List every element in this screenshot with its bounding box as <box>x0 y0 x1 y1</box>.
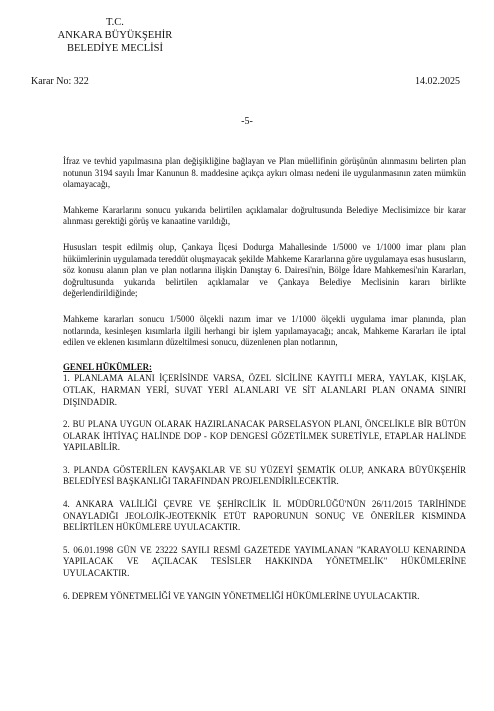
article-item: 4. ANKARA VALİLİĞİ ÇEVRE VE ŞEHİRCİLİK İL MÜDÜRLÜĞÜ'NÜN 26/11/2015 TARİHİNDE ONAYLADIĞI JEOLOJİK-JEOTEKNİK ETÜT RAPORUNUN SONUÇ VE ÖNERİLER KISMINDA BELİRTİLEN HÜKÜMLERE UYULACAKTIR. <box>63 499 466 533</box>
header-line-tc: T.C. <box>106 17 124 28</box>
header-line-municipality: ANKARA BÜYÜKŞEHİR <box>57 30 173 41</box>
header-line-council: BELEDİYE MECLİSİ <box>67 43 163 54</box>
paragraph: İfraz ve tevhid yapılmasına plan değişikliğine bağlayan ve Plan müellifinin görüşünün alınmasını belirten plan notunun 3194 sayılı İmar Kanunun 8. maddesine açıkça aykırı olması nedeni ile uygulanmasının zaten mümkün olamayacağı, <box>63 156 466 190</box>
paragraph: Mahkeme kararları sonucu 1/5000 ölçekli nazım imar ve 1/1000 ölçekli uygulama imar planında, plan notlarında, kesinleşen kısımlarla ilgili herhangi bir işlem yapılamayacağı; ancak, Mahkeme Kararları ile iptal edilen ve eklenen kısımların düzeltilmesi sonucu, düzenlenen plan notlarının, <box>63 313 466 348</box>
article-item: 5. 06.01.1998 GÜN VE 23222 SAYILI RESMİ GAZETEDE YAYIMLANAN "KARAYOLU KENARINDA YAPILACAK VE AÇILACAK TESİSLER HAKKINDA YÖNETMELİK" HÜKÜMLERİNE UYULACAKTIR. <box>63 544 466 579</box>
article-item: 1. PLANLAMA ALANI İÇERİSİNDE VARSA, ÖZEL SİCİLİNE KAYITLI MERA, YAYLAK, KIŞLAK, OTLAK, HARMAN YERİ, SUVAT YERİ ALANLARI VE SİT ALANLARI PLAN ONAMA SINIRI DIŞINDADIR. <box>63 373 466 407</box>
decision-number: Karar No: 322 <box>31 76 89 87</box>
decision-meta <box>31 76 460 90</box>
article-item: 2. BU PLANA UYGUN OLARAK HAZIRLANACAK PARSELASYON PLANI, ÖNCELİKLE BİR BÜTÜN OLARAK İHTİYAÇ HALİNDE DOP - KOP DENGESİ GÖZETİLMEK SURETİYLE, ETAPLAR HALİNDE YAPILABİLİR. <box>63 419 466 453</box>
document-header <box>40 16 190 55</box>
article-item: 3. PLANDA GÖSTERİLEN KAVŞAKLAR VE SU YÜZEYİ ŞEMATİK OLUP, ANKARA BÜYÜKŞEHİR BELEDİYESİ BAŞKANLIĞI TARAFINDAN PROJELENDİRİLECEKTİR. <box>63 464 466 487</box>
document-body <box>63 156 466 602</box>
page-number: -5- <box>241 116 253 127</box>
paragraph: Mahkeme Kararlarını sonucu yukarıda belirtilen açıklamalar doğrultusunda Belediye Meclisimizce bir karar alınması gerektiği görüş ve kanaatine varıldığı, <box>63 204 466 227</box>
decision-date: 14.02.2025 <box>415 76 460 87</box>
general-provisions-title: GENEL HÜKÜMLER: <box>63 361 153 372</box>
article-item: 6. DEPREM YÖNETMELİĞİ VE YANGIN YÖNETMELİĞİ HÜKÜMLERİNE UYULACAKTIR. <box>63 590 420 601</box>
paragraph: Hususları tespit edilmiş olup, Çankaya İlçesi Dodurga Mahallesinde 1/5000 ve 1/1000 imar planı plan hükümlerinin uygulamada tereddüt oluşmayacak şekilde Mahkeme Kararlarına göre uygulamaya esas hususların, söz konusu alanın plan ve plan notlarına ilişkin Danıştay 6. Dairesi'nin, Bölge İdare Mahkemesi'nin Kararları, doğrultusunda yukarıda belirtilen açıklamalar ve Çankaya Belediye Meclisinin kararı birlikte değerlendirildiğinde; <box>63 241 466 299</box>
